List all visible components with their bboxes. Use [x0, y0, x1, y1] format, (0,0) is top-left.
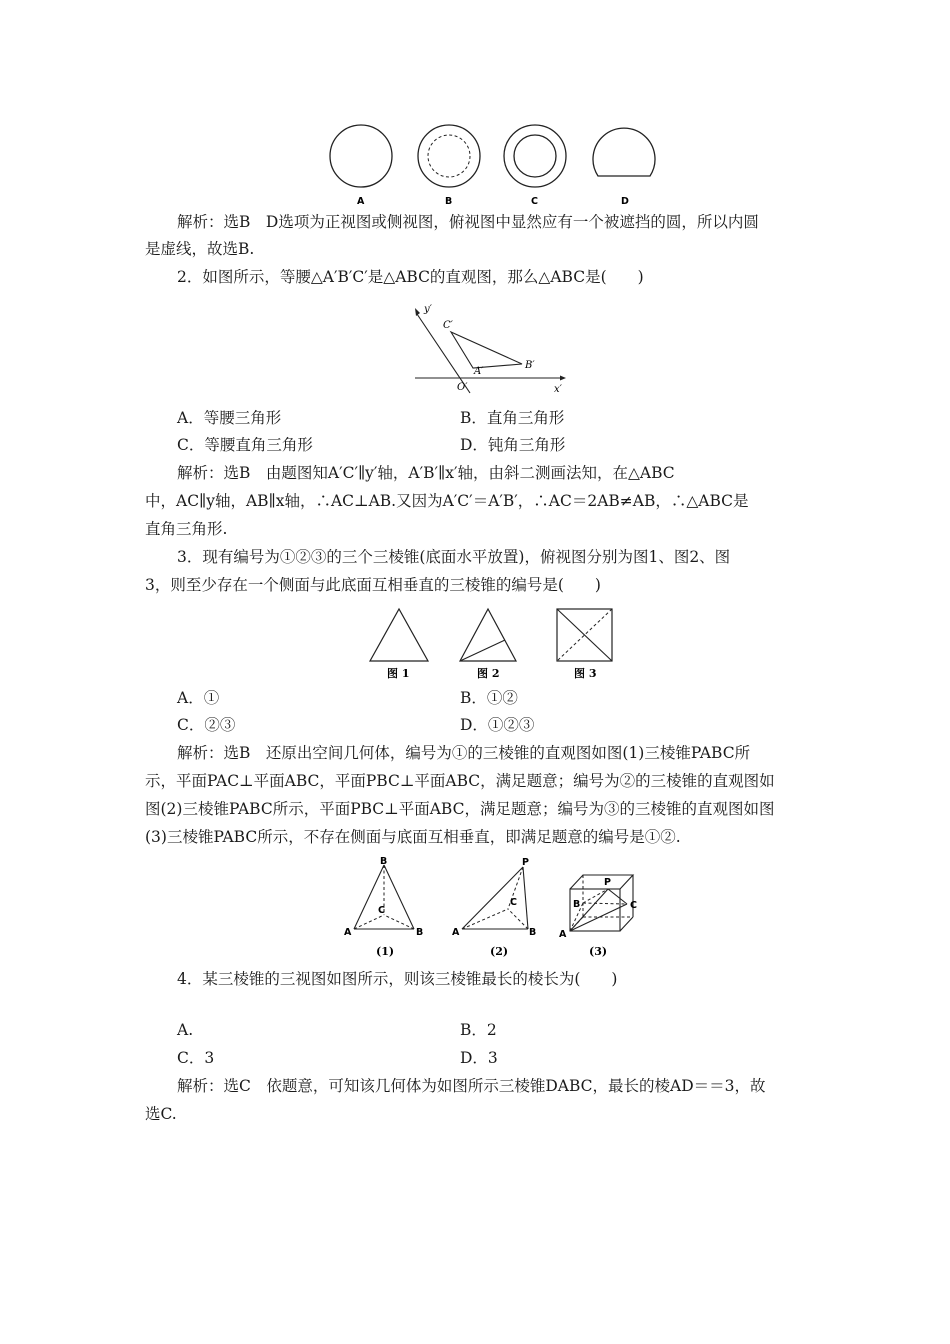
p3-cube-right-bottom — [620, 917, 633, 931]
p3-cube-top — [570, 875, 633, 889]
view-label-b: B — [445, 196, 453, 207]
sol3-line1: 解析：选B 还原出空间几何体，编号为①的三棱锥的直观图如图(1)三棱锥PABC所 — [177, 744, 751, 762]
top-views-svg — [365, 607, 625, 683]
view-c-outer-circle — [504, 125, 566, 187]
q3-option-a: A．① — [177, 689, 220, 707]
pyramid3-caption: (3) — [589, 945, 608, 958]
oblique-triangle-svg — [410, 300, 575, 400]
q2-option-c: C．等腰直角三角形 — [177, 436, 313, 454]
label-o-prime: O′ — [457, 382, 468, 393]
sol3-line4: (3)三棱锥PABC所示，不存在侧面与底面互相垂直，即满足题意的编号是①②. — [145, 828, 681, 846]
p2-edge-ac — [462, 909, 508, 929]
p2-label-c: C — [510, 897, 517, 908]
sol4-line1: 解析：选C 依题意，可知该几何体为如图所示三棱锥DABC，最长的棱AD＝＝3，故 — [177, 1077, 766, 1095]
q4-option-b: B．2 — [460, 1021, 497, 1039]
view-label-c: C — [531, 196, 538, 207]
fig3-caption: 图 3 — [574, 667, 597, 680]
sol4-line2: 选C. — [145, 1105, 177, 1123]
q4-option-d: D．3 — [460, 1049, 498, 1067]
q4-option-a: A. — [177, 1021, 194, 1039]
view-b-inner-dashed-circle — [428, 135, 470, 177]
pyramids-svg — [340, 855, 645, 963]
sol2-line2: 中，AC∥y轴，AB∥x轴，∴AC⊥AB.又因为A′C′＝A′B′，∴AC＝2AB≠AB，∴△ABC是 — [145, 492, 749, 510]
p2-label-a: A — [452, 927, 460, 938]
p1-label-top: B — [380, 856, 388, 867]
fig2-inner-line — [460, 640, 505, 661]
q3-option-d: D．①②③ — [460, 716, 535, 734]
view-label-d: D — [621, 196, 629, 207]
q4-option-c: C．3 — [177, 1049, 215, 1067]
q2-option-d: D．钝角三角形 — [460, 436, 566, 454]
view-options-svg — [320, 118, 670, 210]
figure-top-views — [365, 607, 625, 683]
fig2-caption: 图 2 — [477, 667, 500, 680]
view-a-circle — [330, 125, 392, 187]
p2-edge-pb — [523, 867, 528, 929]
p2-edge-bc — [508, 909, 528, 929]
q3-stem-line2: 3，则至少存在一个侧面与此底面互相垂直的三棱锥的编号是( ) — [145, 576, 601, 594]
p3-label-b: B — [573, 899, 581, 910]
p3-label-p: P — [604, 877, 611, 888]
p3-label-c: C — [630, 900, 637, 911]
label-b-prime: B′ — [525, 360, 535, 371]
fig1-caption: 图 1 — [387, 667, 410, 680]
sol2-line3: 直角三角形. — [145, 520, 228, 538]
p3-edge-pc — [608, 889, 627, 904]
x-axis-arrow — [560, 376, 566, 381]
p1-edge-ac — [354, 915, 384, 929]
p1-label-b: B — [416, 927, 424, 938]
view-label-a: A — [357, 196, 365, 207]
p1-label-c: C — [378, 905, 385, 916]
p2-label-p: P — [522, 857, 529, 868]
p1-edge-pa — [354, 865, 384, 929]
label-y-prime: y′ — [424, 304, 432, 315]
q2-stem: 2．如图所示，等腰△A′B′C′是△ABC的直观图，那么△ABC是( ) — [177, 268, 644, 286]
figure-pyramids — [340, 855, 645, 963]
sol3-line3: 图(2)三棱锥PABC所示，平面PBC⊥平面ABC，满足题意；编号为③的三棱锥的直观图如图 — [145, 800, 775, 818]
sol1-line1: 解析：选B D选项为正视图或侧视图，俯视图中显然应有一个被遮挡的圆，所以内圆 — [177, 213, 759, 231]
sol3-line2: 示，平面PAC⊥平面ABC，平面PBC⊥平面ABC，满足题意；编号为②的三棱锥的直观图如 — [145, 772, 775, 790]
p1-label-a: A — [344, 927, 352, 938]
p3-edge-bp — [583, 889, 608, 903]
p3-cube-front — [570, 889, 620, 931]
view-b-outer-circle — [418, 125, 480, 187]
sol2-line1: 解析：选B 由题图知A′C′∥y′轴，A′B′∥x′轴，由斜二测画法知，在△ABC — [177, 464, 675, 482]
q2-option-a: A．等腰三角形 — [177, 409, 282, 427]
label-c-prime: C′ — [443, 320, 453, 331]
view-d-cut-circle — [593, 128, 655, 176]
pyramid1-caption: (1) — [376, 945, 395, 958]
pyramid2-caption: (2) — [490, 945, 509, 958]
q4-stem: 4．某三棱锥的三视图如图所示，则该三棱锥最长的棱长为( ) — [177, 970, 618, 988]
fig2-triangle — [460, 609, 516, 661]
y-axis-arrow — [415, 308, 420, 316]
p1-edge-bc — [384, 915, 414, 929]
label-x-prime: x′ — [554, 384, 562, 395]
view-c-inner-circle — [514, 135, 556, 177]
q3-option-c: C．②③ — [177, 716, 236, 734]
figure-view-options — [320, 118, 670, 210]
q3-option-b: B．①② — [460, 689, 518, 707]
p1-edge-pb — [384, 865, 414, 929]
sol1-line2: 是虚线，故选B. — [145, 240, 255, 258]
label-a-prime: A′ — [474, 366, 484, 377]
figure-oblique-triangle — [410, 300, 575, 400]
q2-option-b: B．直角三角形 — [460, 409, 565, 427]
q3-stem-line1: 3．现有编号为①②③的三个三棱锥(底面水平放置)，俯视图分别为图1、图2、图 — [177, 548, 731, 566]
p2-label-b: B — [529, 927, 537, 938]
p3-label-a: A — [559, 929, 567, 940]
triangle-abc-prime — [451, 332, 522, 368]
fig1-triangle — [370, 609, 428, 661]
p3-edge-ap — [570, 889, 608, 931]
